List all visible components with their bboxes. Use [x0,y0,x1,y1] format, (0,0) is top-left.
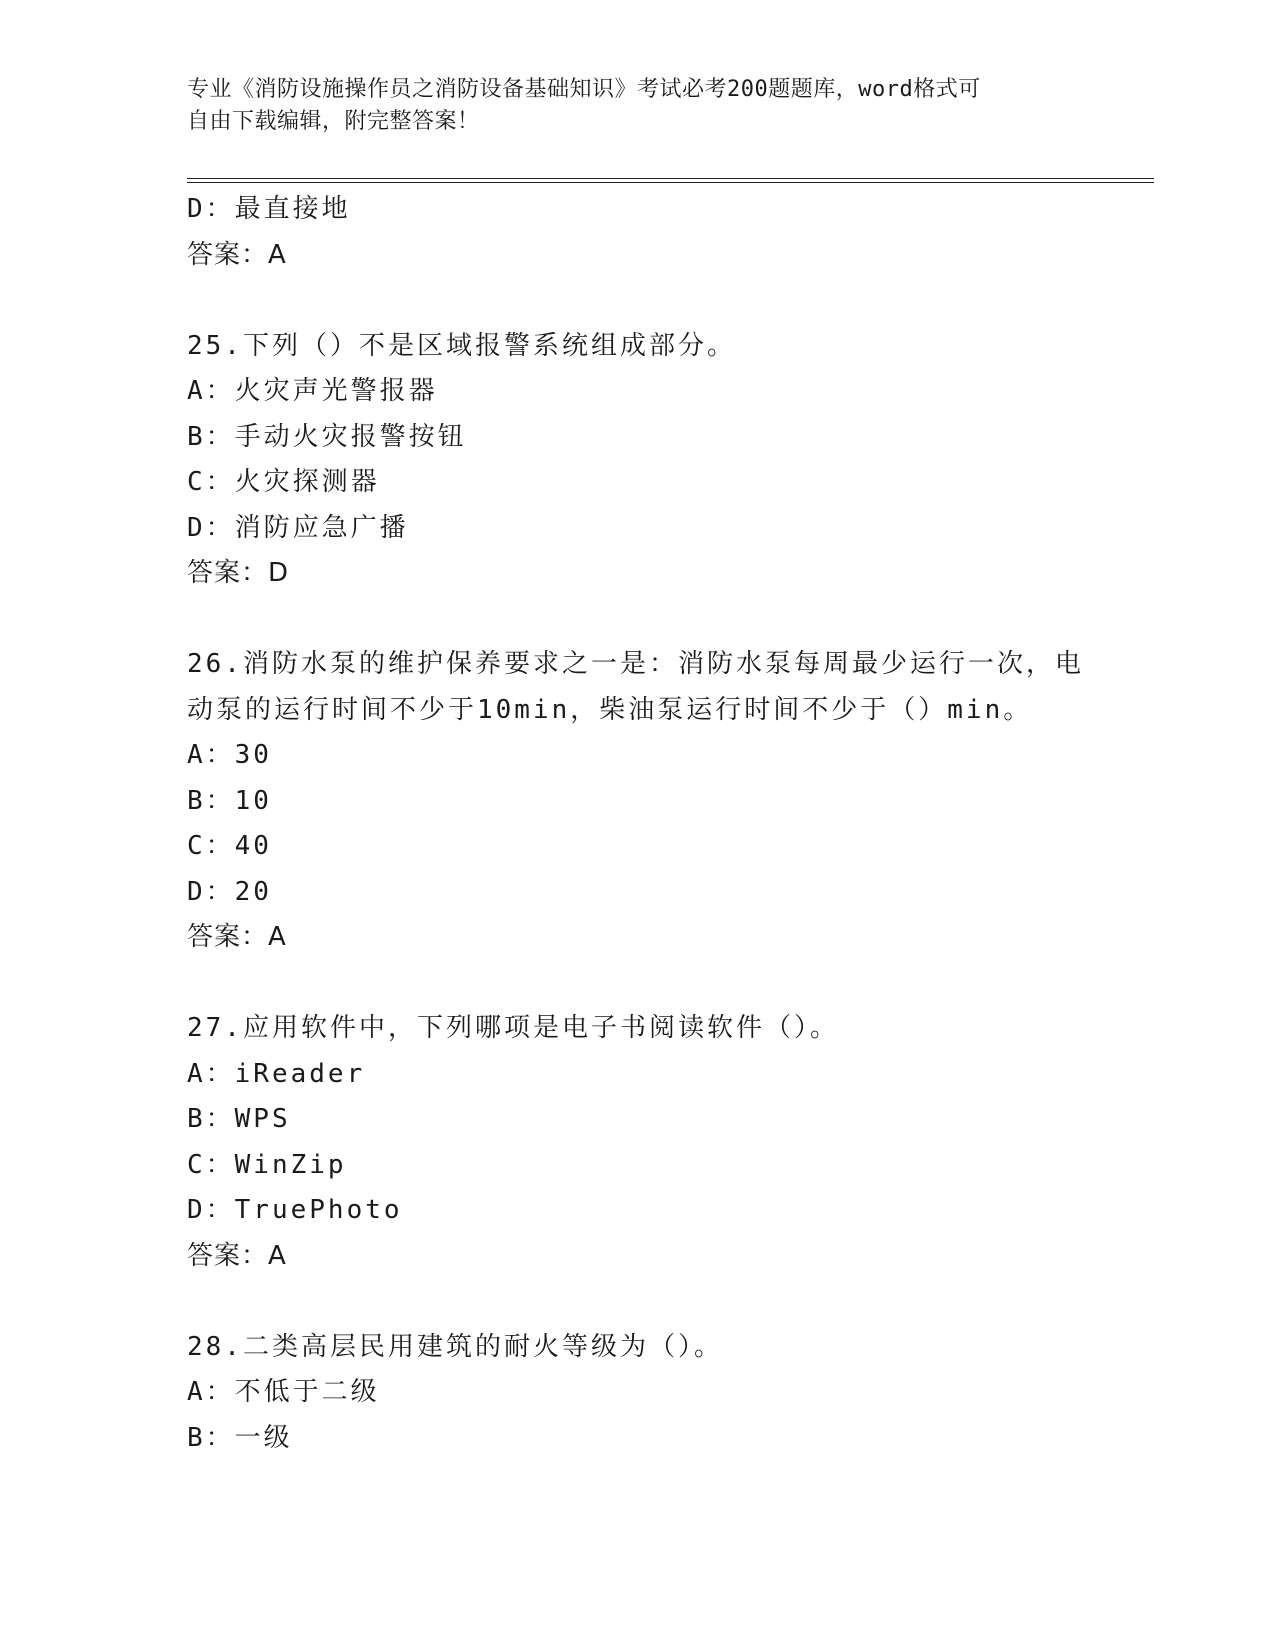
question-28 [187,1325,1087,1462]
document-header [187,74,1087,138]
question-27 [187,1006,1087,1279]
option-b: B：WPS [187,1104,291,1134]
option-b: B：手动火灾报警按钮 [187,421,467,452]
option-c: C：火灾探测器 [187,467,380,497]
spacer [187,1279,1087,1325]
option-a: A：30 [187,740,272,770]
option-a: A：火灾声光警报器 [187,376,438,406]
header-divider-bottom [187,182,1154,183]
option-d-prev: D：最直接地 [187,194,351,224]
option-b: B：一级 [187,1422,293,1453]
question-26 [187,642,1087,961]
question-25 [187,324,1087,597]
header-line-2: 自由下载编辑，附完整答案！ [187,109,480,134]
question-stem: 25.下列（）不是区域报警系统组成部分。 [187,330,736,361]
answer-prev: 答案：A [187,239,287,270]
answer: 答案：A [187,922,287,952]
option-d: D：TruePhoto [187,1195,403,1225]
option-d: D：消防应急广播 [187,512,409,543]
header-line-1: 专业《消防设施操作员之消防设备基础知识》考试必考200题题库，word格式可 [187,77,981,102]
answer: 答案：D [187,558,290,588]
header-divider-top [187,178,1154,179]
option-a: A：不低于二级 [187,1377,380,1407]
option-d: D：20 [187,876,272,907]
answer: 答案：A [187,1240,287,1271]
question-list [187,187,1087,1461]
spacer [187,278,1087,324]
option-b: B：10 [187,785,272,816]
option-c: C：WinZip [187,1149,347,1180]
question-stem: 28.二类高层民用建筑的耐火等级为（）。 [187,1331,723,1362]
question-stem: 26.消防水泵的维护保养要求之一是：消防水泵每周最少运行一次，电 [187,649,1084,679]
option-c: C：40 [187,831,272,861]
spacer [187,597,1087,643]
option-a: A：iReader [187,1058,366,1089]
spacer [187,961,1087,1007]
question-stem-cont: 动泵的运行时间不少于10min，柴油泵运行时间不少于（）min。 [187,694,1033,725]
question-stem: 27.应用软件中，下列哪项是电子书阅读软件（）。 [187,1013,839,1043]
